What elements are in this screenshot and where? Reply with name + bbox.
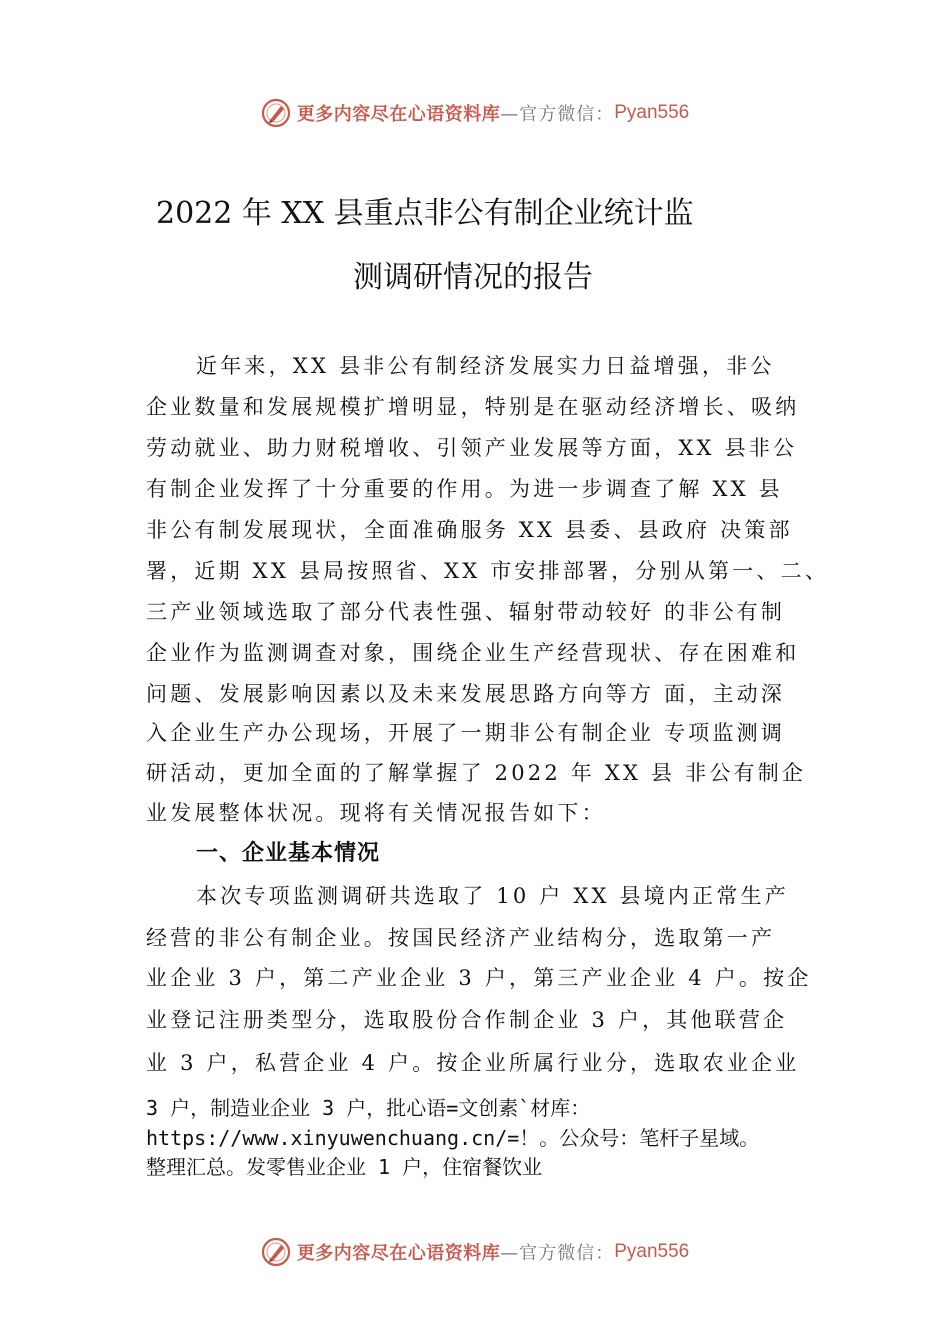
banner-wechat-account: Pyan556 xyxy=(614,102,690,123)
section-mono-line: 整理汇总。发零售业企业 1 户，住宿餐饮业 xyxy=(146,1155,543,1179)
intro-line: 劳动就业、助力财税增收、引领产业发展等方面，XX 县非公 xyxy=(146,436,798,460)
banner-site-name: 更多内容尽在心语资料库 xyxy=(296,1243,501,1264)
banner-site-name: 更多内容尽在心语资料库 xyxy=(296,104,501,125)
intro-line: 三产业领域选取了部分代表性强、辐射带动较好 的非公有制 xyxy=(146,600,786,624)
section-mono-line: 3 户，制造业企业 3 户，批心语=文创素`材库： xyxy=(146,1096,591,1120)
intro-line: 有制企业发挥了十分重要的作用。为进一步调查了解 XX 县 xyxy=(146,477,783,501)
intro-line: 非公有制发展现状，全面准确服务 XX 县委、县政府 决策部 xyxy=(146,518,793,542)
section-line: 业企业 3 户，第二产业企业 3 户，第三产业企业 4 户。按企 xyxy=(146,966,812,990)
banner-wechat-account: Pyan556 xyxy=(614,1241,690,1262)
intro-line: 近年来，XX 县非公有制经济发展实力日益增强，非公 xyxy=(196,354,775,378)
intro-line: 问题、发展影响因素以及未来发展思路方向等方 面，主动深 xyxy=(146,682,786,706)
intro-line: 研活动，更加全面的了解掌握了 2022 年 XX 县 非公有制企 xyxy=(146,761,807,785)
section-mono-line: https://www.xinyuwenchuang.cn/=！。公众号：笔杆子星域。 xyxy=(146,1126,760,1150)
banner-separator-label: —官方微信： xyxy=(500,104,615,125)
document-title-line-1: 2022 年 XX 县重点非公有制企业统计监 xyxy=(156,196,694,231)
header-watermark-banner xyxy=(0,93,950,133)
pen-logo-icon xyxy=(261,98,291,128)
footer-watermark-banner xyxy=(0,1232,950,1272)
intro-line: 企业数量和发展规模扩增明显，特别是在驱动经济增长、吸纳 xyxy=(146,395,800,419)
section-line: 业 3 户，私营企业 4 户。按企业所属行业分，选取农业企业 xyxy=(146,1051,800,1075)
intro-line: 署，近期 XX 县局按照省、XX 市安排部署，分别从第一、二、 xyxy=(146,559,830,583)
section-line: 业登记注册类型分，选取股份合作制企业 3 户，其他联营企 xyxy=(146,1008,788,1032)
intro-line: 入企业生产办公现场，开展了一期非公有制企业 专项监测调 xyxy=(146,721,786,745)
pen-logo-icon xyxy=(261,1237,291,1267)
section-line: 经营的非公有制企业。按国民经济产业结构分，选取第一产 xyxy=(146,926,776,950)
section-heading: 一、企业基本情况 xyxy=(196,841,381,866)
intro-line: 企业作为监测调查对象，围绕企业生产经营现状、存在困难和 xyxy=(146,641,800,665)
banner-separator-label: —官方微信： xyxy=(500,1243,615,1264)
section-line: 本次专项监测调研共选取了 10 户 XX 县境内正常生产 xyxy=(196,884,789,908)
intro-line: 业发展整体状况。现将有关情况报告如下： xyxy=(146,801,606,825)
document-title-line-2: 测调研情况的报告 xyxy=(353,260,593,295)
